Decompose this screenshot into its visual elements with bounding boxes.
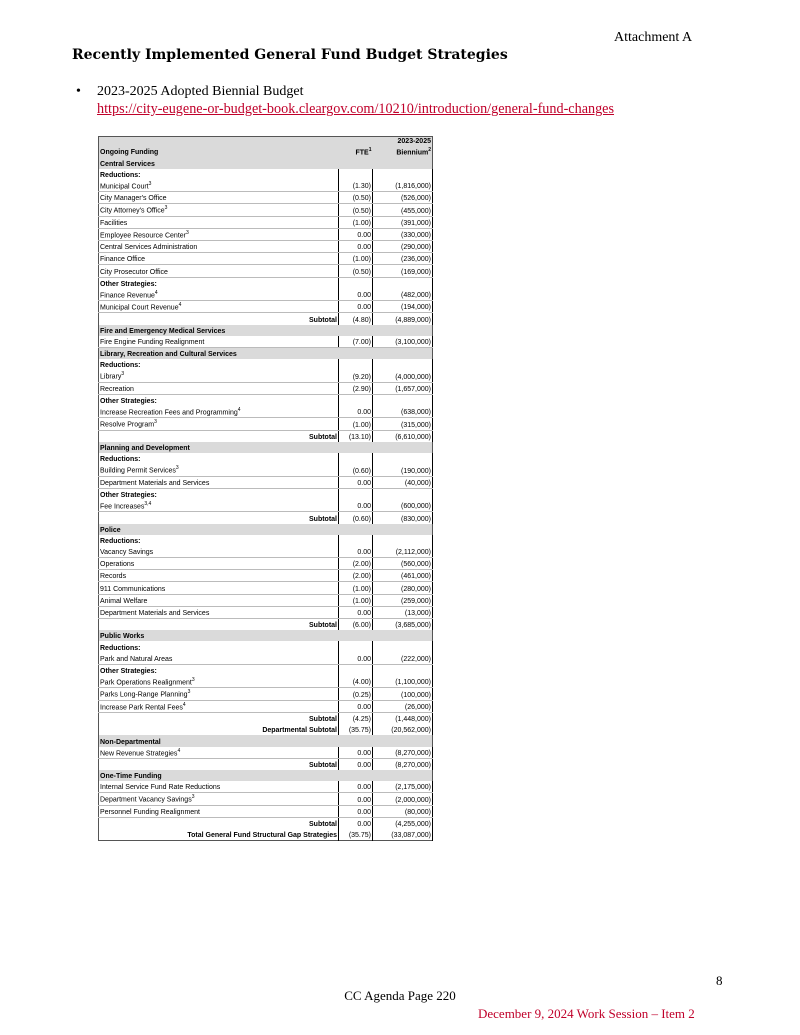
subheading-label: Other Strategies:	[100, 667, 157, 675]
fte-cell: 0.00	[339, 289, 373, 301]
subtotal-row	[99, 313, 433, 325]
section-header-row	[99, 630, 433, 641]
amount-cell: (2,112,000)	[373, 546, 433, 558]
fte-cell: (4.80)	[339, 313, 373, 325]
fte-cell: (1.00)	[339, 582, 373, 594]
amount-cell: (13,000)	[373, 606, 433, 618]
row-label	[99, 382, 339, 394]
fte-cell	[339, 535, 373, 546]
row-label-text: Park and Natural Areas	[100, 655, 173, 663]
row-label-text: City Prosecutor Office	[100, 268, 168, 276]
fte-cell: (2.00)	[339, 558, 373, 570]
amount-cell: (526,000)	[373, 192, 433, 204]
work-session-label: December 9, 2024 Work Session – Item 2	[478, 1006, 695, 1021]
header-biennium-label: Biennium	[396, 149, 429, 157]
subheading-row	[99, 641, 433, 652]
amount-cell: (4,889,000)	[373, 313, 433, 325]
row-label-text: Building Permit Services	[100, 467, 176, 475]
table-row	[99, 781, 433, 793]
row-label-text: 911 Communications	[100, 585, 166, 593]
subheading-label: Reductions:	[100, 171, 141, 179]
amount-cell: (330,000)	[373, 228, 433, 240]
budget-book-link[interactable]: https://city-eugene-or-budget-book.cleargov.com/10210/introduction/general-fund-changes	[97, 101, 615, 117]
row-label	[99, 301, 339, 313]
table-row	[99, 382, 433, 394]
table-row	[99, 228, 433, 240]
amount-cell: (8,270,000)	[373, 758, 433, 770]
row-label-text: Animal Welfare	[100, 597, 148, 605]
amount-cell: (560,000)	[373, 558, 433, 570]
section-header-row	[99, 348, 433, 360]
row-label	[99, 688, 339, 700]
table-row	[99, 747, 433, 759]
table-row	[99, 204, 433, 216]
amount-cell	[373, 664, 433, 676]
subtotal-row	[99, 712, 433, 724]
row-label-text: Subtotal	[309, 316, 337, 324]
amount-cell: (4,000,000)	[373, 370, 433, 382]
amount-cell	[373, 453, 433, 464]
subheading-label: Reductions:	[100, 644, 141, 652]
fte-cell: (0.50)	[339, 265, 373, 277]
row-label	[99, 464, 339, 476]
amount-cell: (600,000)	[373, 500, 433, 512]
fte-cell: 0.00	[339, 500, 373, 512]
amount-cell: (280,000)	[373, 582, 433, 594]
row-label-text: City Attorney's Office	[100, 207, 165, 215]
fte-cell: (13.10)	[339, 430, 373, 442]
amount-cell: (3,685,000)	[373, 619, 433, 631]
row-label	[99, 546, 339, 558]
row-label-text: Resolve Program	[100, 421, 155, 429]
row-label-text: Parks Long-Range Planning	[100, 691, 188, 699]
table-row	[99, 370, 433, 382]
table-row	[99, 570, 433, 582]
row-label-text: Fire Engine Funding Realignment	[100, 339, 205, 347]
attachment-label: Attachment A	[614, 30, 693, 45]
subheading-row	[99, 394, 433, 406]
row-label-text: Subtotal	[309, 433, 337, 441]
amount-cell: (2,000,000)	[373, 793, 433, 805]
table-row	[99, 582, 433, 594]
amount-cell: (80,000)	[373, 805, 433, 817]
subheading-label: Reductions:	[100, 537, 141, 545]
section-header-row	[99, 442, 433, 453]
row-label-text: Increase Park Rental Fees	[100, 703, 183, 711]
row-label	[99, 265, 339, 277]
fte-cell	[339, 277, 373, 289]
subtotal-row	[99, 758, 433, 770]
row-label-text: Subtotal	[309, 762, 337, 770]
row-label	[99, 653, 339, 665]
amount-cell: (1,100,000)	[373, 676, 433, 688]
subheading-row	[99, 359, 433, 370]
footnote-marker: 3	[186, 229, 189, 236]
amount-cell: (236,000)	[373, 253, 433, 265]
fte-cell: 0.00	[339, 817, 373, 829]
table-row	[99, 241, 433, 253]
amount-cell: (20,562,000)	[373, 724, 433, 735]
bullet-text: 2023-2025 Adopted Biennial Budget	[97, 84, 304, 99]
amount-cell: (100,000)	[373, 688, 433, 700]
fte-cell: (1.00)	[339, 216, 373, 228]
amount-cell: (33,087,000)	[373, 829, 433, 841]
amount-cell: (391,000)	[373, 216, 433, 228]
row-label-text: Finance Office	[100, 256, 146, 264]
row-label-text: Operations	[100, 561, 135, 569]
subheading-row	[99, 169, 433, 180]
table-row	[99, 265, 433, 277]
row-label-text: Facilities	[100, 219, 128, 227]
fte-cell	[339, 488, 373, 500]
table-row	[99, 464, 433, 476]
fte-cell: (4.25)	[339, 712, 373, 724]
row-label-text: Recreation	[100, 385, 134, 393]
row-label	[99, 216, 339, 228]
subheading-label: Reductions:	[100, 456, 141, 464]
row-label-text: Subtotal	[309, 821, 337, 829]
fte-cell	[339, 394, 373, 406]
table-row	[99, 688, 433, 700]
amount-cell: (455,000)	[373, 204, 433, 216]
row-label-text: Park Operations Realignment	[100, 679, 192, 687]
table-row	[99, 301, 433, 313]
amount-cell	[373, 535, 433, 546]
subtotal-row	[99, 724, 433, 735]
row-label	[99, 418, 339, 430]
table-row	[99, 500, 433, 512]
table-row	[99, 793, 433, 805]
footnote-marker: 3	[164, 205, 168, 212]
subheading-row	[99, 488, 433, 500]
row-label	[99, 781, 339, 793]
table-row	[99, 216, 433, 228]
amount-cell	[373, 169, 433, 180]
fte-cell: (0.25)	[339, 688, 373, 700]
fte-cell: 0.00	[339, 758, 373, 770]
header-fte	[339, 137, 373, 158]
table-row	[99, 700, 433, 712]
table-row	[99, 418, 433, 430]
row-label-text: Subtotal	[309, 622, 337, 630]
fte-cell: 0.00	[339, 546, 373, 558]
fte-cell: 0.00	[339, 476, 373, 488]
row-label-text: Central Services Administration	[100, 244, 198, 252]
header-ongoing-funding: Ongoing Funding	[99, 137, 339, 158]
row-label	[99, 619, 339, 631]
row-label	[99, 180, 339, 192]
fte-cell: (1.00)	[339, 418, 373, 430]
amount-cell: (40,000)	[373, 476, 433, 488]
header-biennium-years: 2023-2025	[397, 138, 431, 145]
amount-cell: (190,000)	[373, 464, 433, 476]
row-label-text: Vacancy Savings	[100, 549, 154, 557]
row-label-text: Records	[100, 573, 127, 581]
row-label	[99, 228, 339, 240]
amount-cell	[373, 277, 433, 289]
page-title: Recently Implemented General Fund Budget Strategies	[72, 47, 508, 63]
row-label	[99, 724, 339, 735]
footnote-marker: 3	[175, 465, 179, 472]
budget-table	[98, 136, 433, 841]
footnote-marker: 4	[154, 289, 158, 296]
section-title: Public Works	[99, 630, 433, 641]
footnote-marker: 3	[191, 676, 195, 683]
fte-cell: (0.50)	[339, 192, 373, 204]
section-title: Library, Recreation and Cultural Services	[99, 348, 433, 360]
row-label	[99, 241, 339, 253]
row-label	[99, 336, 339, 348]
subheading-row	[99, 277, 433, 289]
footnote-marker: 3	[187, 689, 191, 696]
fte-cell: (0.60)	[339, 512, 373, 524]
amount-cell: (830,000)	[373, 512, 433, 524]
amount-cell	[373, 394, 433, 406]
agenda-page: CC Agenda Page 220	[344, 988, 456, 1003]
amount-cell	[373, 488, 433, 500]
amount-cell: (259,000)	[373, 594, 433, 606]
fte-cell	[339, 359, 373, 370]
section-title: Central Services	[99, 157, 433, 168]
section-title: One-Time Funding	[99, 770, 433, 781]
fte-cell: (7.00)	[339, 336, 373, 348]
fte-cell: 0.00	[339, 805, 373, 817]
row-label	[99, 512, 339, 524]
bullet-dot: •	[76, 84, 81, 99]
fte-cell: (35.75)	[339, 724, 373, 735]
amount-cell: (6,610,000)	[373, 430, 433, 442]
table-row	[99, 653, 433, 665]
header-biennium	[373, 137, 433, 158]
row-label-text: Department Materials and Services	[100, 610, 210, 618]
fte-cell: (1.00)	[339, 253, 373, 265]
amount-cell: (290,000)	[373, 241, 433, 253]
fte-cell: 0.00	[339, 700, 373, 712]
amount-cell: (461,000)	[373, 570, 433, 582]
subheading-label: Other Strategies:	[100, 398, 157, 406]
table-row	[99, 253, 433, 265]
subtotal-row	[99, 619, 433, 631]
header-fte-label: FTE	[355, 149, 369, 157]
section-title: Planning and Development	[99, 442, 433, 453]
table-row	[99, 192, 433, 204]
subheading-label: Reductions:	[100, 362, 141, 370]
row-label	[99, 758, 339, 770]
fte-cell: 0.00	[339, 241, 373, 253]
subtotal-row	[99, 512, 433, 524]
row-label-text: Library	[100, 373, 122, 381]
row-label	[99, 712, 339, 724]
table-row	[99, 606, 433, 618]
fte-cell: 0.00	[339, 747, 373, 759]
footnote-marker: 3	[191, 794, 195, 801]
section-header-row	[99, 524, 433, 535]
section-title: Fire and Emergency Medical Services	[99, 325, 433, 336]
row-label-text: Fee Increases	[100, 503, 145, 511]
section-header-row	[99, 325, 433, 336]
fte-cell: (0.60)	[339, 464, 373, 476]
page-number: 8	[716, 973, 723, 988]
amount-cell: (1,657,000)	[373, 382, 433, 394]
subheading-row	[99, 664, 433, 676]
row-label	[99, 570, 339, 582]
table-row	[99, 289, 433, 301]
amount-cell: (169,000)	[373, 265, 433, 277]
table-row	[99, 558, 433, 570]
amount-cell: (638,000)	[373, 406, 433, 418]
row-label-text: Municipal Court Revenue	[100, 304, 179, 312]
row-label-text: New Revenue Strategies	[100, 749, 178, 757]
row-label	[99, 406, 339, 418]
row-label	[99, 558, 339, 570]
table-row	[99, 676, 433, 688]
footnote-marker: 4	[177, 747, 181, 754]
footnote-marker: 4	[182, 701, 186, 708]
fte-cell: 0.00	[339, 406, 373, 418]
fte-cell	[339, 453, 373, 464]
row-label	[99, 606, 339, 618]
row-label	[99, 817, 339, 829]
row-label	[99, 253, 339, 265]
fte-cell: (35.75)	[339, 829, 373, 841]
fte-cell: (0.50)	[339, 204, 373, 216]
fte-cell	[339, 641, 373, 652]
row-label	[99, 430, 339, 442]
amount-cell: (26,000)	[373, 700, 433, 712]
fte-cell: (2.00)	[339, 570, 373, 582]
section-header-row	[99, 735, 433, 746]
subheading-row	[99, 535, 433, 546]
fte-cell: (6.00)	[339, 619, 373, 631]
row-label-text: City Manager's Office	[100, 195, 167, 203]
subtotal-row	[99, 430, 433, 442]
fte-cell: 0.00	[339, 653, 373, 665]
amount-cell: (482,000)	[373, 289, 433, 301]
header-biennium-footnote: 2	[428, 147, 431, 153]
fte-cell: (2.90)	[339, 382, 373, 394]
row-label	[99, 793, 339, 805]
amount-cell: (4,255,000)	[373, 817, 433, 829]
fte-cell: 0.00	[339, 228, 373, 240]
row-label	[99, 747, 339, 759]
footnote-marker: 4	[178, 302, 182, 309]
row-label-text: Total General Fund Structural Gap Strategies	[187, 832, 337, 840]
amount-cell	[373, 359, 433, 370]
row-label	[99, 700, 339, 712]
fte-cell: 0.00	[339, 301, 373, 313]
subheading-label: Other Strategies:	[100, 492, 157, 500]
table-row	[99, 476, 433, 488]
row-label	[99, 829, 339, 841]
amount-cell: (222,000)	[373, 653, 433, 665]
amount-cell: (1,816,000)	[373, 180, 433, 192]
row-label-text: Municipal Court	[100, 183, 149, 191]
amount-cell: (3,100,000)	[373, 336, 433, 348]
amount-cell: (194,000)	[373, 301, 433, 313]
fte-cell: (1.30)	[339, 180, 373, 192]
amount-cell: (2,175,000)	[373, 781, 433, 793]
fte-cell: 0.00	[339, 606, 373, 618]
table-header	[99, 137, 433, 158]
table-row	[99, 546, 433, 558]
row-label	[99, 676, 339, 688]
table-row	[99, 406, 433, 418]
row-label	[99, 500, 339, 512]
fte-cell: 0.00	[339, 793, 373, 805]
amount-cell	[373, 641, 433, 652]
row-label-text: Employee Resource Center	[100, 232, 186, 240]
header-fte-footnote: 1	[368, 147, 372, 153]
table-row	[99, 805, 433, 817]
row-label	[99, 594, 339, 606]
section-title: Police	[99, 524, 433, 535]
table-row	[99, 594, 433, 606]
subheading-label: Other Strategies:	[100, 280, 157, 288]
row-label	[99, 313, 339, 325]
fte-cell: (4.00)	[339, 676, 373, 688]
row-label-text: Subtotal	[309, 716, 337, 724]
row-label-text: Subtotal	[309, 515, 337, 523]
row-label	[99, 192, 339, 204]
footnote-marker: 3,4	[144, 501, 152, 508]
row-label-text: Personnel Funding Realignment	[100, 808, 201, 816]
row-label	[99, 204, 339, 216]
fte-cell: 0.00	[339, 781, 373, 793]
section-title: Non-Departmental	[99, 735, 433, 746]
row-label-text: Increase Recreation Fees and Programming	[100, 409, 238, 417]
amount-cell: (8,270,000)	[373, 747, 433, 759]
amount-cell: (315,000)	[373, 418, 433, 430]
section-header-row	[99, 157, 433, 168]
row-label	[99, 582, 339, 594]
table-row	[99, 180, 433, 192]
amount-cell: (1,448,000)	[373, 712, 433, 724]
row-label-text: Department Materials and Services	[100, 479, 210, 487]
row-label-text: Departmental Subtotal	[262, 727, 337, 735]
row-label-text: Department Vacancy Savings	[100, 796, 192, 804]
footnote-marker: 3	[121, 371, 125, 378]
footnote-marker: 3	[148, 180, 152, 187]
row-label	[99, 289, 339, 301]
row-label-text: Finance Revenue	[100, 292, 155, 300]
fte-cell: (1.00)	[339, 594, 373, 606]
footnote-marker: 4	[237, 407, 241, 414]
table-row	[99, 336, 433, 348]
row-label	[99, 476, 339, 488]
fte-cell	[339, 169, 373, 180]
section-header-row	[99, 770, 433, 781]
subheading-row	[99, 453, 433, 464]
row-label	[99, 370, 339, 382]
fte-cell: (9.20)	[339, 370, 373, 382]
row-label-text: Internal Service Fund Rate Reductions	[100, 784, 221, 792]
fte-cell	[339, 664, 373, 676]
row-label	[99, 805, 339, 817]
subtotal-row	[99, 817, 433, 829]
subtotal-row	[99, 829, 433, 841]
footnote-marker: 3	[154, 419, 157, 426]
